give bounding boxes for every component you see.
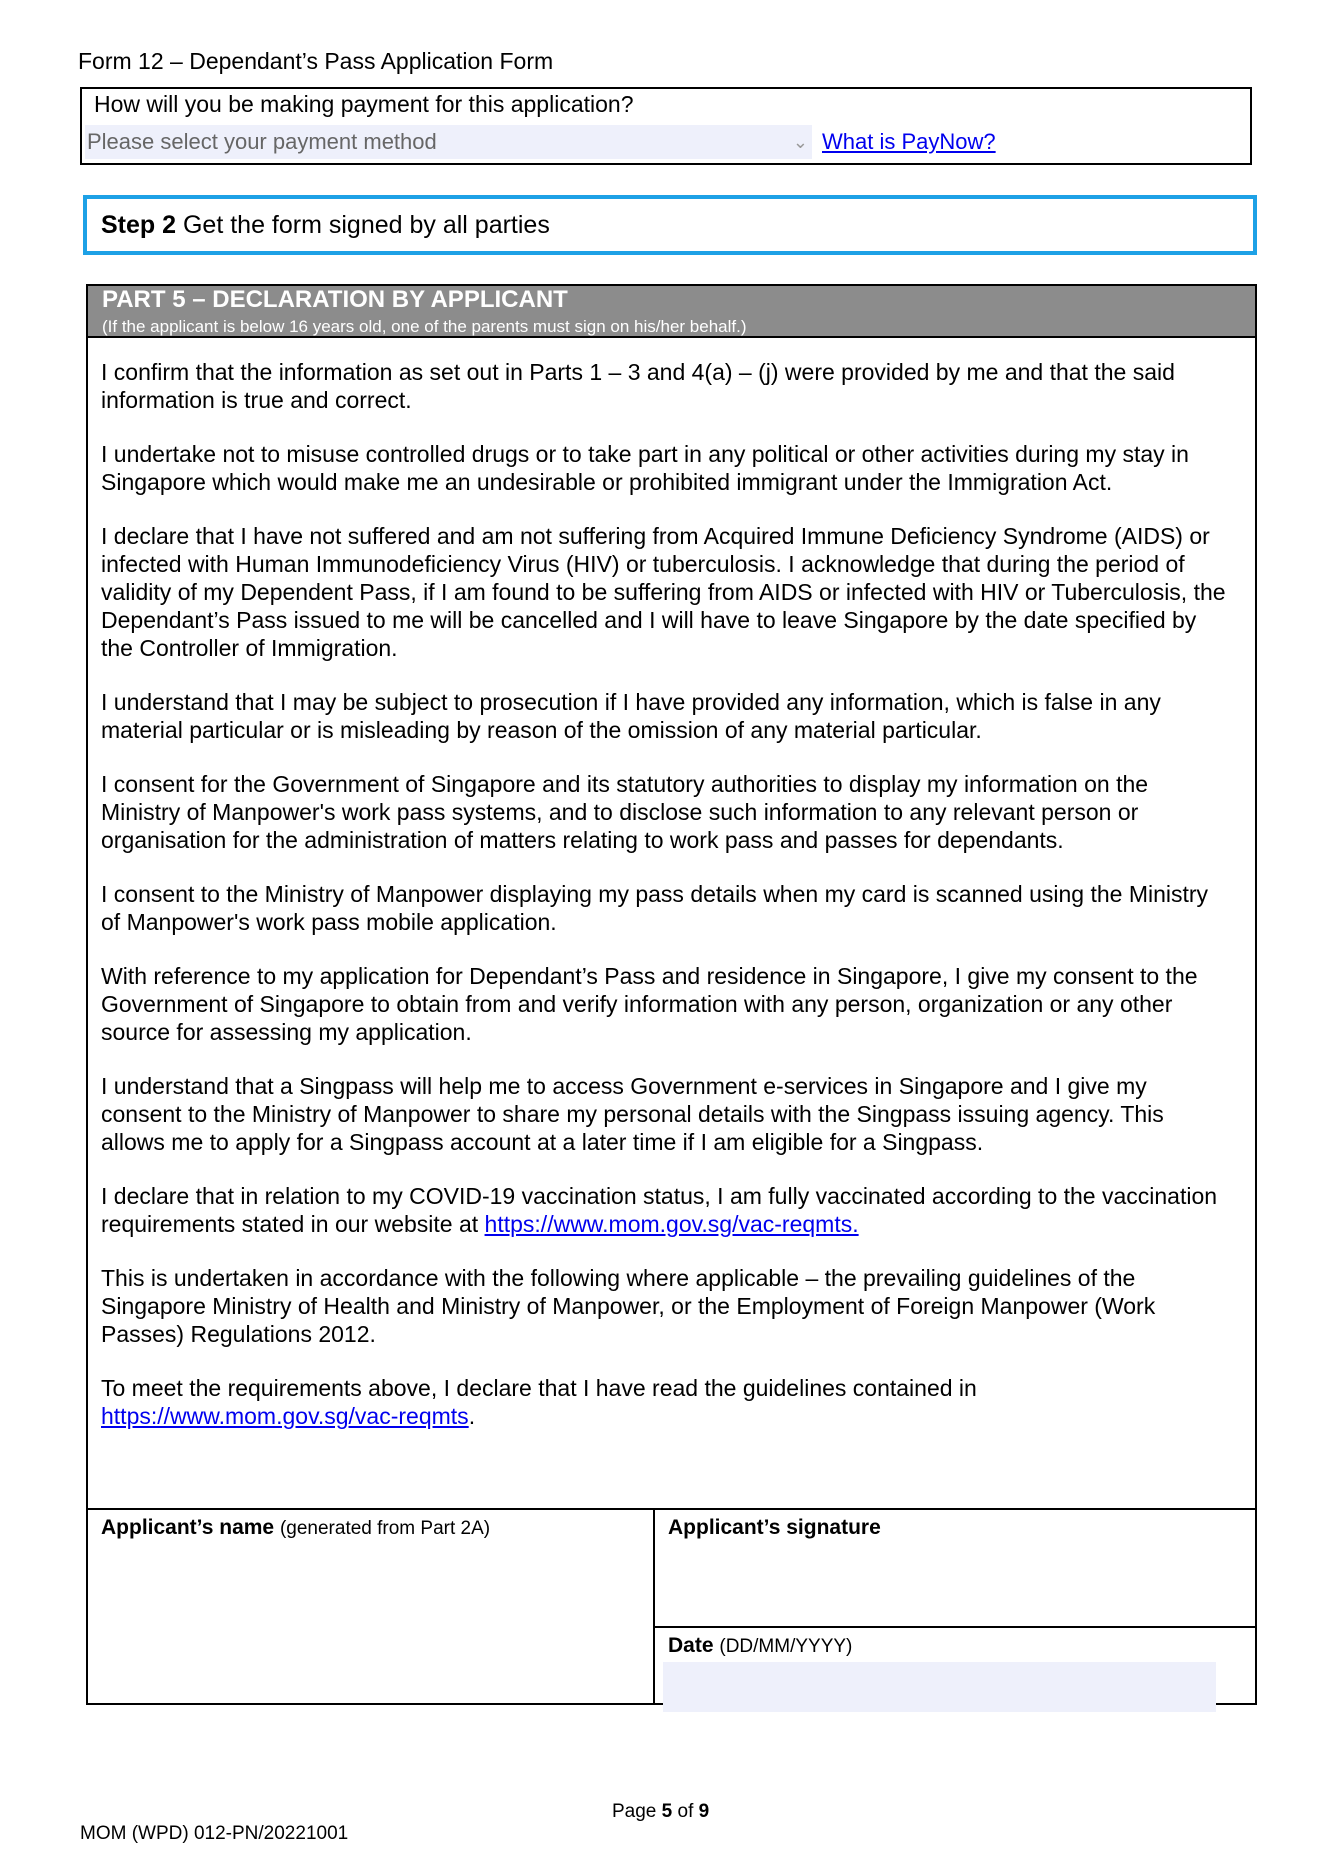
- vaccination-text: I declare that in relation to my COVID-19 vaccination status, I am fully vaccinated according to the vaccination requirements stated in our website at: [101, 1183, 1218, 1237]
- period: .: [468, 1403, 476, 1429]
- declaration-paragraph: I consent to the Ministry of Manpower displaying my pass details when my card is scanned using the Ministry of Manpower's work pass mobile application.: [101, 881, 1209, 935]
- declaration-paragraph-guidelines: [101, 1374, 1231, 1430]
- declaration-paragraph: This is undertaken in accordance with the following where applicable – the prevailing guidelines of the Singapore Ministry of Health and Ministry of Manpower, or the Employment of Foreign Manpower (Work Passes) Regulations 2012.: [101, 1265, 1156, 1347]
- declaration-paragraph-vaccination: [101, 1182, 1231, 1238]
- declaration-paragraph: I consent for the Government of Singapore and its statutory authorities to display my information on the Ministry of Manpower's work pass systems, and to disclose such information to any relevant person or organisation for the administration of matters relating to work pass and passes for dependants.: [101, 771, 1149, 853]
- payment-question: How will you be making payment for this application?: [94, 91, 634, 117]
- part-5-header: [88, 286, 1255, 338]
- payment-section: [80, 87, 1252, 165]
- signature-table: [88, 1508, 1255, 1705]
- declaration-text: [101, 358, 1231, 1456]
- vac-reqmts-link[interactable]: https://www.mom.gov.sg/vac-reqmts.: [484, 1211, 859, 1237]
- chevron-down-icon[interactable]: ⌄: [792, 132, 808, 152]
- step-2-text: [101, 211, 550, 240]
- what-is-paynow-link[interactable]: What is PayNow?: [822, 129, 996, 154]
- declaration-paragraph: I understand that a Singpass will help me to access Government e-services in Singapore and I give my consent to the Ministry of Manpower to share my personal details with the Singpass issuing agency. This allows me to apply for a Singpass account at a later time if I am eligible for a Singpass.: [101, 1073, 1164, 1155]
- applicant-signature-cell[interactable]: [655, 1510, 1255, 1628]
- date-input[interactable]: [663, 1662, 1216, 1712]
- payment-method-placeholder: Please select your payment method: [87, 129, 437, 154]
- form-title: Form 12 – Dependant’s Pass Application Form: [78, 48, 554, 74]
- date-label: Date (DD/MM/YYYY): [668, 1634, 853, 1657]
- part-5-title: PART 5 – DECLARATION BY APPLICANT: [102, 286, 568, 313]
- applicant-signature-label: Applicant’s signature: [668, 1516, 881, 1539]
- step-description: Get the form signed by all parties: [182, 211, 550, 239]
- declaration-paragraph: I undertake not to misuse controlled drugs or to take part in any political or other activities during my stay in Singapore which would make me an undesirable or prohibited immigrant under the Immigration Act.: [101, 441, 1189, 495]
- declaration-paragraph: I declare that I have not suffered and am not suffering from Acquired Immune Deficiency Syndrome (AIDS) or infected with Human Immunodeficiency Virus (HIV) or tuberculosis. I acknowledge that during the period of validity of my Dependent Pass, if I am found to be suffering from AIDS or infected with HIV or Tuberculosis, the Dependant’s Pass issued to me will be cancelled and I will have to leave Singapore by the date specified by the Controller of Immigration.: [101, 523, 1226, 661]
- declaration-paragraph: I understand that I may be subject to prosecution if I have provided any information, which is false in any material particular or is misleading by reason of the omission of any material particular.: [101, 689, 1161, 743]
- guidelines-text: To meet the requirements above, I declare that I have read the guidelines contained in: [101, 1375, 977, 1401]
- applicant-name-cell: [88, 1510, 655, 1705]
- page-number: Page 5 of 9: [612, 1801, 710, 1822]
- form-code: MOM (WPD) 012-PN/20221001: [80, 1823, 349, 1844]
- payment-method-select[interactable]: [85, 125, 812, 159]
- applicant-name-label: Applicant’s name (generated from Part 2A): [101, 1516, 491, 1539]
- vac-reqmts-link-2[interactable]: https://www.mom.gov.sg/vac-reqmts: [101, 1403, 469, 1429]
- declaration-paragraph: With reference to my application for Dependant’s Pass and residence in Singapore, I give my consent to the Government of Singapore to obtain from and verify information with any person, organization or any other source for assessing my application.: [101, 963, 1198, 1045]
- declaration-paragraph: I confirm that the information as set out in Parts 1 – 3 and 4(a) – (j) were provided by me and that the said information is true and correct.: [101, 359, 1175, 413]
- step-label: Step 2: [101, 211, 177, 239]
- part-5-declaration: [86, 284, 1257, 1705]
- part-5-subtitle: (If the applicant is below 16 years old, one of the parents must sign on his/her behalf.): [102, 317, 747, 336]
- step-2-banner: [83, 195, 1257, 255]
- date-cell: [655, 1628, 1255, 1705]
